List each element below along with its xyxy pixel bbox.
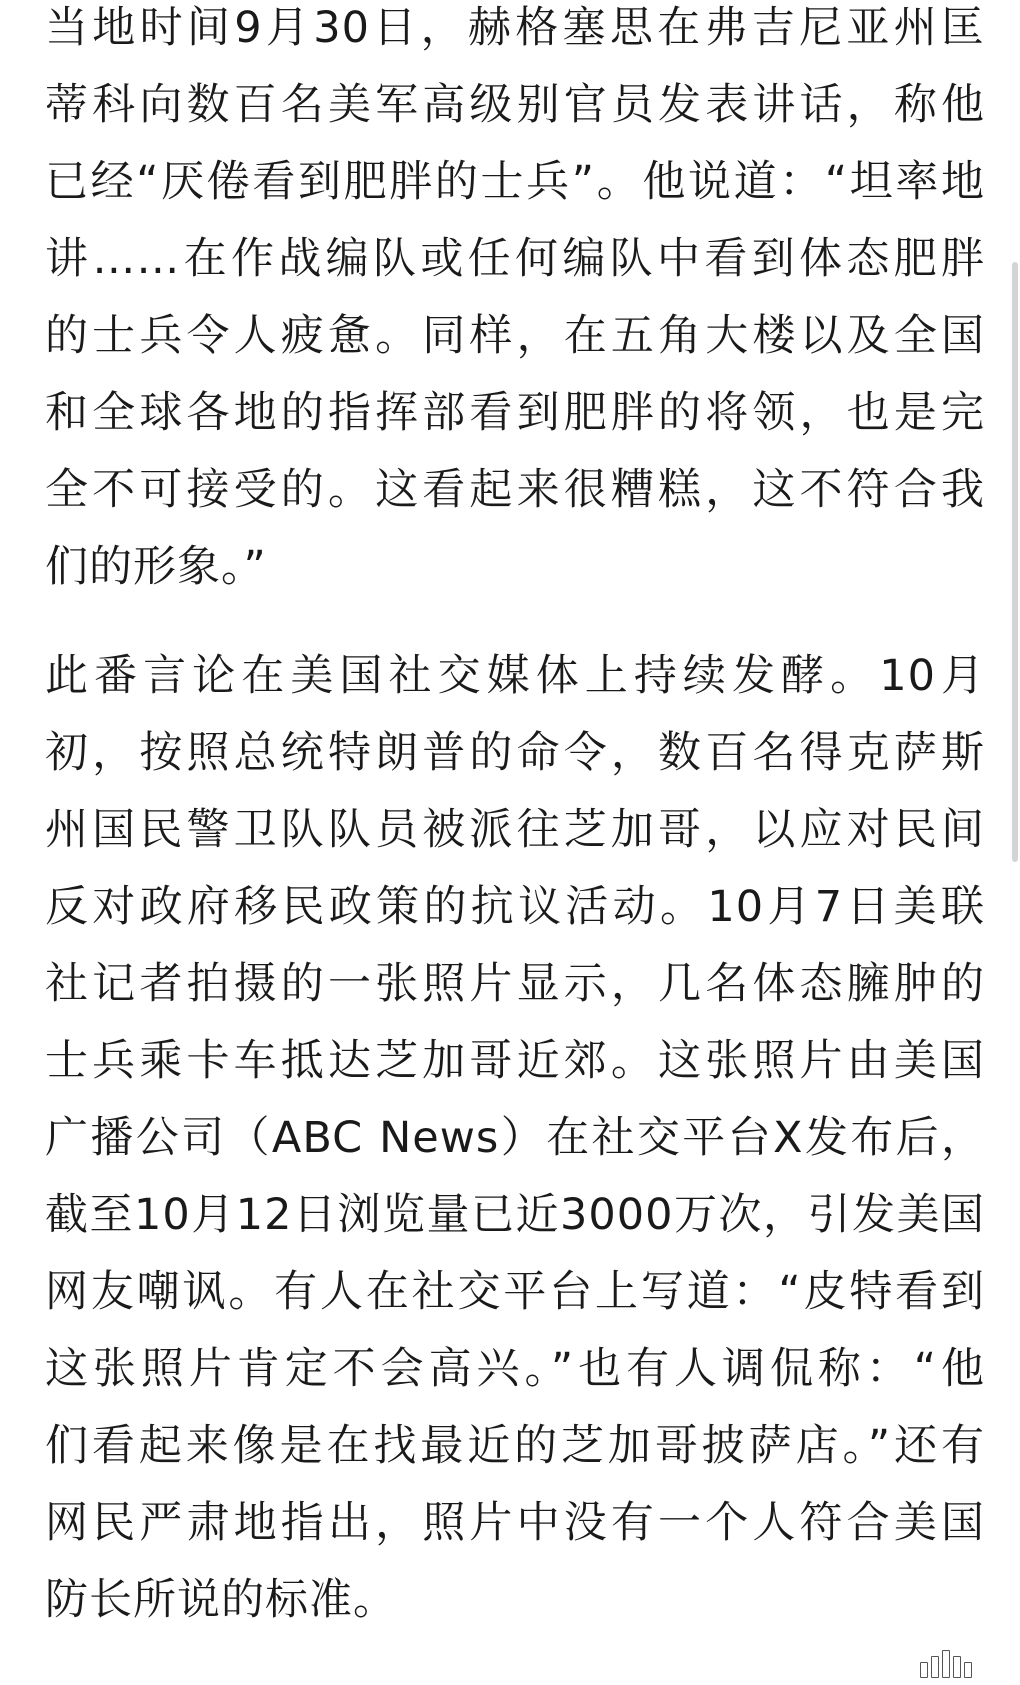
- paragraph-spacer: [45, 606, 985, 638]
- text-line: 这张照片肯定不会高兴。”也有人调侃称：“他: [45, 1344, 985, 1394]
- watermark-logo-icon: [920, 1648, 972, 1678]
- text-line: 州国民警卫队队员被派往芝加哥，以应对民间: [45, 805, 985, 855]
- text-line: 蒂科向数百名美军高级别官员发表讲话，称他: [45, 80, 985, 130]
- text-line: 士兵乘卡车抵达芝加哥近郊。这张照片由美国: [45, 1036, 985, 1086]
- text-line: 当地时间9月30日，赫格塞思在弗吉尼亚州匡: [45, 3, 985, 53]
- text-line: 讲……在作战编队或任何编队中看到体态肥胖: [45, 234, 985, 284]
- text-line: 们看起来像是在找最近的芝加哥披萨店。”还有: [45, 1421, 985, 1471]
- paragraph-1: [45, 0, 985, 606]
- text-line: 此番言论在美国社交媒体上持续发酵。10月: [45, 651, 985, 701]
- text-line: 全不可接受的。这看起来很糟糕，这不符合我: [45, 465, 985, 515]
- paragraph-2: [45, 638, 985, 1639]
- text-line: 反对政府移民政策的抗议活动。10月7日美联: [45, 882, 985, 932]
- scrollbar-thumb[interactable]: [1012, 262, 1018, 862]
- article-body: [45, 0, 985, 1639]
- text-line: 防长所说的标准。: [45, 1575, 397, 1625]
- text-line: 的士兵令人疲惫。同样，在五角大楼以及全国: [45, 311, 985, 361]
- text-line: 们的形象。”: [45, 542, 267, 592]
- text-line: 社记者拍摄的一张照片显示，几名体态臃肿的: [45, 959, 985, 1009]
- text-line: 截至10月12日浏览量已近3000万次，引发美国: [45, 1190, 985, 1240]
- text-line: 已经“厌倦看到肥胖的士兵”。他说道：“坦率地: [45, 157, 985, 207]
- text-line: 和全球各地的指挥部看到肥胖的将领，也是完: [45, 388, 985, 438]
- text-line: 广播公司（ABC News）在社交平台X发布后，: [45, 1113, 985, 1163]
- text-line: 网友嘲讽。有人在社交平台上写道：“皮特看到: [45, 1267, 985, 1317]
- text-line: 网民严肃地指出，照片中没有一个人符合美国: [45, 1498, 985, 1548]
- text-line: 初，按照总统特朗普的命令，数百名得克萨斯: [45, 728, 985, 778]
